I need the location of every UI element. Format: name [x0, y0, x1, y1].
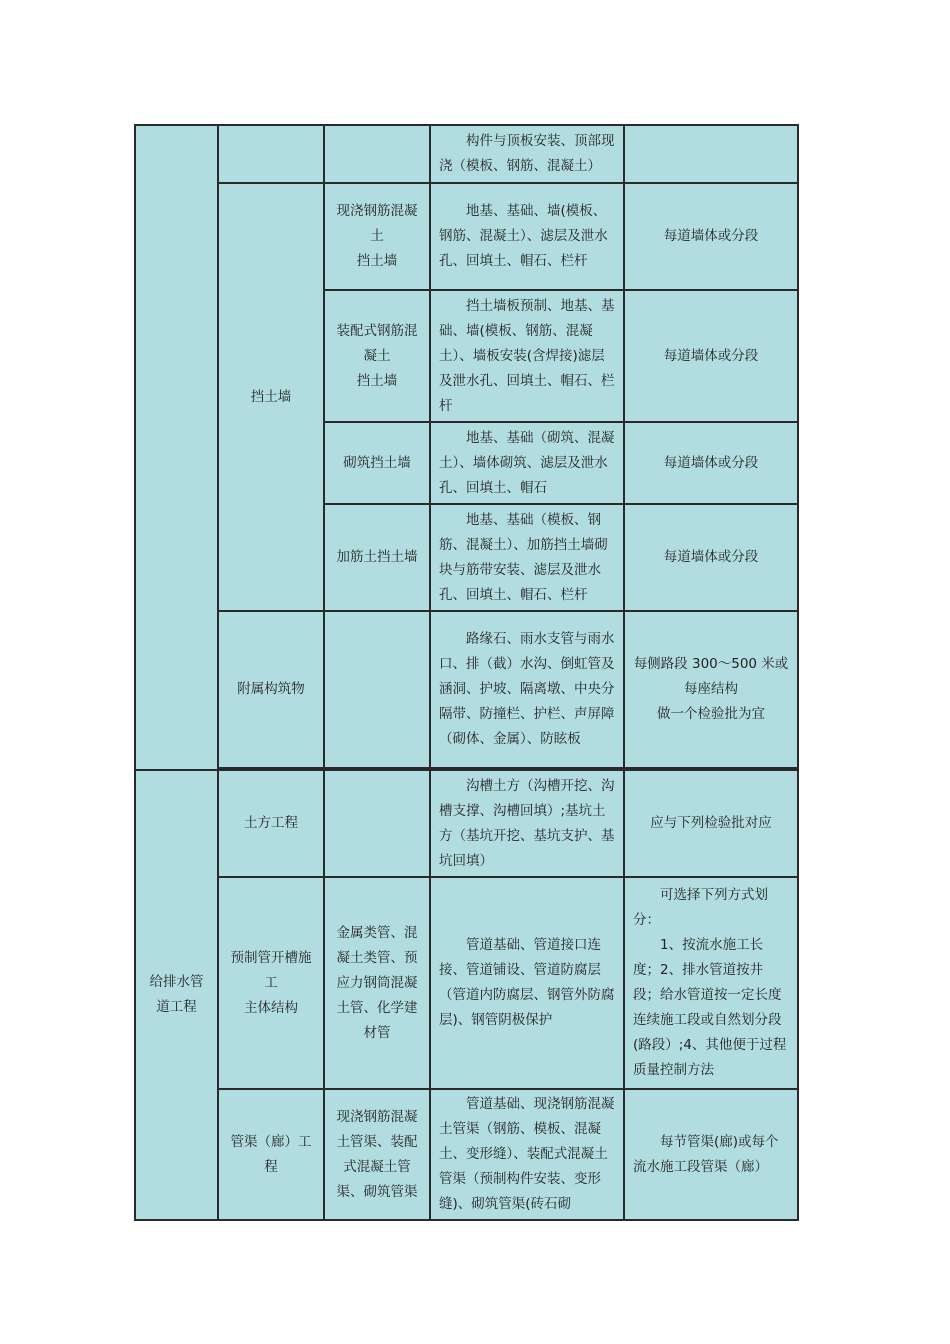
basis-cell — [624, 877, 798, 1089]
basis-cell: 每道墙体或分段 — [624, 422, 798, 504]
content-cell: 地基、基础（砌筑、混凝土）、墙体砌筑、滤层及泄水孔、回填土、帽石 — [430, 422, 624, 504]
basis-cell: 应与下列检验批对应 — [624, 770, 798, 877]
table-row — [135, 877, 798, 1089]
content-cell: 挡土墙板预制、地基、基础、墙(模板、钢筋、混凝土）、墙板安装(含焊接)滤层及泄水孔、回填土、帽石、栏杆 — [430, 290, 624, 422]
type-line: 挡土墙 — [356, 372, 398, 389]
type-cell: 砌筑挡土墙 — [324, 422, 430, 504]
type-cell — [324, 125, 430, 183]
table-row — [135, 1089, 798, 1220]
subunit-cell — [218, 125, 324, 183]
subunit-line: 主体结构 — [244, 999, 298, 1016]
content-cell: 管道基础、管道接口连接、管道铺设、管道防腐层（管道内防腐层、钢管外防腐层)、钢管阴极保护 — [430, 877, 624, 1089]
type-cell: 现浇钢筋混凝土管渠、装配式混凝土管渠、砌筑管渠 — [324, 1089, 430, 1220]
subunit-cell: 管渠（廊）工程 — [218, 1089, 324, 1220]
basis-cell: 每节管渠(廊)或每个流水施工段管渠（廊） — [624, 1089, 798, 1220]
type-cell — [324, 770, 430, 877]
basis-line: 1、按流水施工长度；2、排水管道按井段；给水管道按一定长度连续施工段或自然划分段(路段）;4、其他便于过程质量控制方法 — [633, 937, 787, 1078]
type-cell — [324, 611, 430, 768]
type-cell — [324, 290, 430, 422]
subunit-cell: 土方工程 — [218, 770, 324, 877]
content-cell: 沟槽土方（沟槽开挖、沟槽支撑、沟槽回填）;基坑土方（基坑开挖、基坑支护、基坑回填） — [430, 770, 624, 877]
table-row — [135, 770, 798, 877]
basis-cell — [624, 125, 798, 183]
table-row — [135, 183, 798, 290]
basis-cell: 每道墙体或分段 — [624, 290, 798, 422]
subunit-cell: 挡土墙 — [218, 183, 324, 611]
type-cell: 加筋土挡土墙 — [324, 504, 430, 611]
content-cell: 构件与顶板安装、顶部现浇（模板、钢筋、混凝土） — [430, 125, 624, 183]
subunit-cell: 附属构筑物 — [218, 611, 324, 768]
basis-cell — [624, 611, 798, 768]
basis-line: 做一个检验批为宜 — [657, 706, 765, 722]
basis-cell: 每道墙体或分段 — [624, 183, 798, 290]
subunit-cell — [218, 877, 324, 1089]
basis-line: 每侧路段 300～500 米或每座结构 — [633, 656, 789, 697]
type-cell — [324, 183, 430, 290]
content-cell: 管道基础、现浇钢筋混凝土管渠（钢筋、模板、混凝土、变形缝）、装配式混凝土管渠（预制构件安装、变形缝)、砌筑管渠(砖石砌 — [430, 1089, 624, 1220]
content-cell: 地基、基础（模板、钢筋、混凝土）、加筋挡土墙砌块与筋带安装、滤层及泄水孔、回填土、帽石、栏杆 — [430, 504, 624, 611]
table-row — [135, 125, 798, 183]
table-row — [135, 611, 798, 768]
basis-cell: 每道墙体或分段 — [624, 504, 798, 611]
content-cell: 地基、基础、墙(模板、钢筋、混凝土）、滤层及泄水孔、回填土、帽石、栏杆 — [430, 183, 624, 290]
content-cell: 路缘石、雨水支管与雨水口、排（截）水沟、倒虹管及涵洞、护坡、隔离墩、中央分隔带、防撞栏、护栏、声屏障（砌体、金属）、防眩板 — [430, 611, 624, 768]
unit-cell: 给排水管道工程 — [135, 770, 218, 1220]
type-line: 挡土墙 — [356, 253, 398, 269]
unit-cell — [135, 125, 218, 770]
type-line: 装配式钢筋混凝土 — [336, 322, 418, 364]
type-cell: 金属类管、混凝土类管、预应力钢筒混凝土管、化学建材管 — [324, 877, 430, 1089]
inspection-lot-table — [134, 124, 799, 1221]
basis-line: 可选择下列方式划分： — [633, 887, 768, 928]
subunit-line: 预制管开槽施工 — [230, 949, 312, 991]
type-line: 现浇钢筋混凝土 — [336, 203, 418, 244]
